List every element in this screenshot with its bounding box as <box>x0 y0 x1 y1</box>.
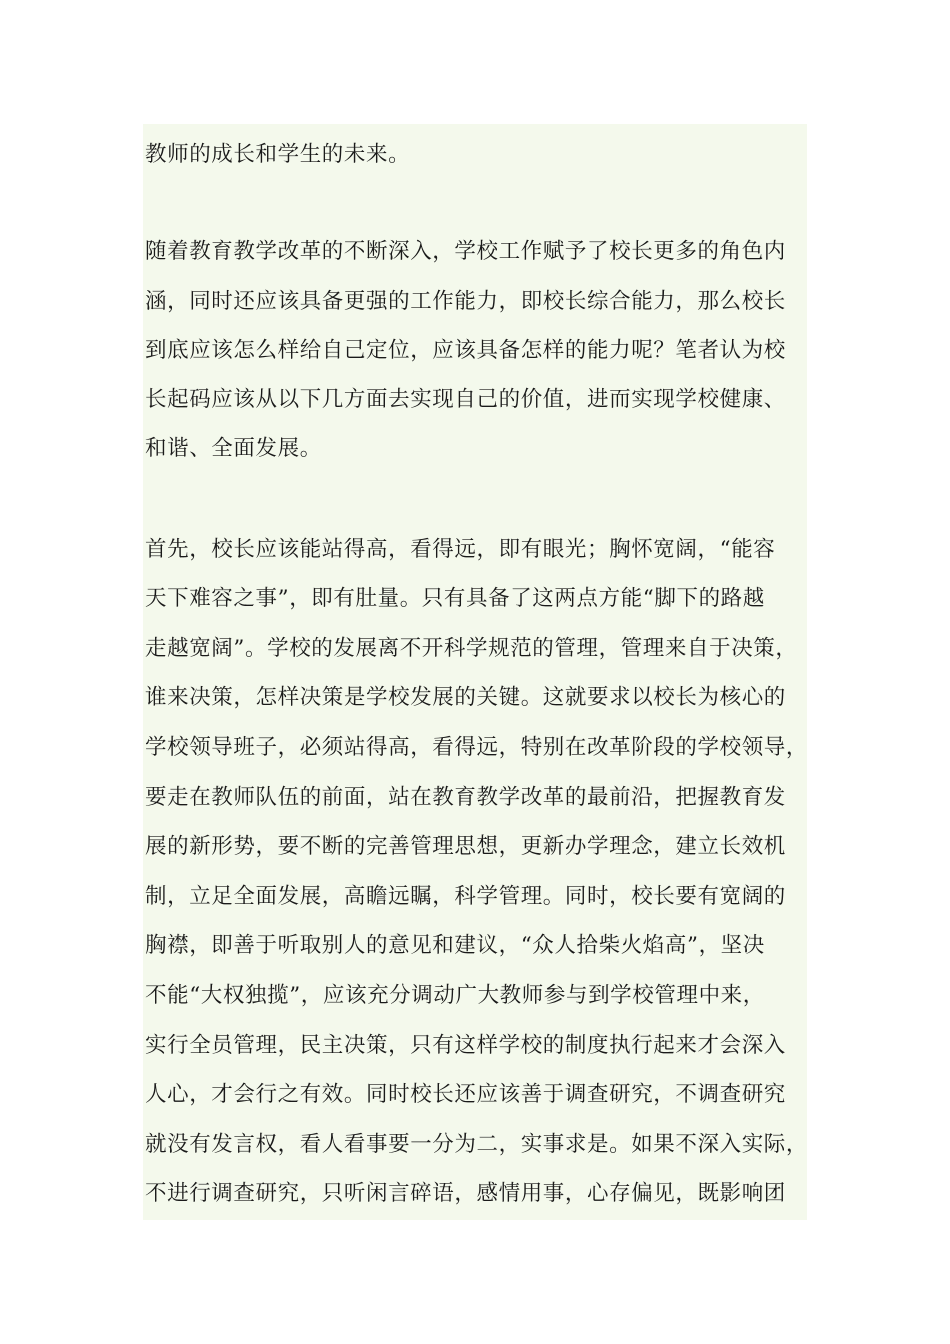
text-line: 就没有发言权，看人看事要一分为二，实事求是。如果不深入实际， <box>145 1132 809 1157</box>
text-line: 展的新形势，要不断的完善管理思想，更新办学理念，建立长效机 <box>145 834 786 859</box>
text-line: 人心，才会行之有效。同时校长还应该善于调查研究，不调查研究 <box>145 1082 786 1107</box>
text-line: 教师的成长和学生的未来。 <box>145 142 411 167</box>
text-line: 谁来决策，怎样决策是学校发展的关键。这就要求以校长为核心的 <box>145 685 786 710</box>
text-line: 要走在教师队伍的前面，站在教育教学改革的最前沿，把握教育发 <box>145 785 786 810</box>
text-line: 随着教育教学改革的不断深入，学校工作赋予了校长更多的角色内 <box>145 239 786 264</box>
text-line: 长起码应该从以下几方面去实现自己的价值，进而实现学校健康、 <box>145 387 786 412</box>
text-line: 不进行调查研究，只听闲言碎语，感情用事，心存偏见，既影响团 <box>145 1181 786 1206</box>
text-line: 实行全员管理，民主决策，只有这样学校的制度执行起来才会深入 <box>145 1033 786 1058</box>
text-line: 学校领导班子，必须站得高，看得远，特别在改革阶段的学校领导， <box>145 735 809 760</box>
text-line: 涵，同时还应该具备更强的工作能力，即校长综合能力，那么校长 <box>145 289 786 314</box>
text-line: 不能“大权独揽”，应该充分调动广大教师参与到学校管理中来， <box>145 983 765 1008</box>
text-line: 到底应该怎么样给自己定位，应该具备怎样的能力呢？笔者认为校 <box>145 338 786 363</box>
text-line: 首先，校长应该能站得高，看得远，即有眼光；胸怀宽阔，“能容 <box>145 537 776 562</box>
text-line: 胸襟，即善于听取别人的意见和建议，“众人拾柴火焰高”，坚决 <box>145 933 765 958</box>
text-line: 和谐、全面发展。 <box>145 436 322 461</box>
text-line: 制，立足全面发展，高瞻远瞩，科学管理。同时，校长要有宽阔的 <box>145 884 786 909</box>
text-line: 天下难容之事”，即有肚量。只有具备了这两点方能“脚下的路越 <box>145 586 765 611</box>
text-line: 走越宽阔”。学校的发展离不开科学规范的管理，管理来自于决策， <box>145 636 798 661</box>
